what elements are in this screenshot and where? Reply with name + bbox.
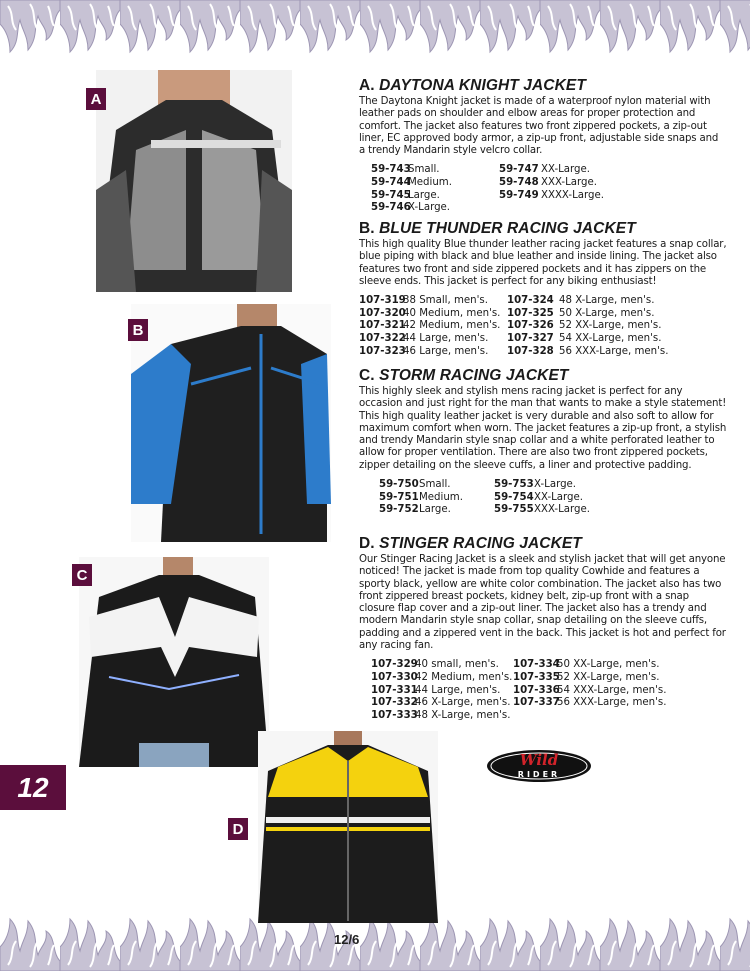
page-number-tab: 12 [0,765,66,810]
title-name: DAYTONA KNIGHT JACKET [379,77,586,94]
size-table [371,164,727,214]
size-row: 59-745Large. [371,189,440,201]
size-row: 59-750Small. [379,479,451,491]
page-folio: 12/6 [334,932,360,947]
wild-rider-logo [486,749,592,783]
size-row: 59-752Large. [379,504,451,516]
product-section-a [359,77,727,215]
product-description: This high quality Blue thunder leather racing jacket features a snap collar, blue piping with black and blue leather and inside lining. The jacket also features two front and side zippered pockets and it has zippers on the sleeve ends. This jacket is perfect for any biking enthusiast! [359,239,727,287]
title-prefix: C. [359,367,375,384]
title-name: STINGER RACING JACKET [379,535,582,552]
size-row: 59-754XX-Large. [494,491,584,503]
product-photo-a [96,70,292,292]
size-row: 59-755XXX-Large. [494,504,591,516]
product-title [359,535,727,553]
product-section-b [359,220,727,358]
size-row: 107-32940 small, men's. [371,659,499,671]
title-name: BLUE THUNDER RACING JACKET [379,220,636,237]
product-description: This highly sleek and stylish mens racing jacket is perfect for any occasion and just right for the man that wants to make a style statement! This high quality leather jacket is very durable and also soft to allow for maximum comfort when worn. The jacket features a zip-up front, a stylish and trendy Mandarin style snap collar and a white perforated leather to allow for proper ventilation. There are also two front zippered pockets, zipper detailing on the sleeve cuffs, a liner and protective padding. [359,386,727,471]
size-row: 107-32244 Large, men's. [359,332,489,344]
product-section-c [359,367,727,517]
size-row: 107-33756 XXX-Large, men's. [513,697,667,709]
size-row: 59-751Medium. [379,491,463,503]
title-prefix: B. [359,220,375,237]
size-row: 107-327 54 XX-Large, men's. [507,332,662,344]
size-table [379,479,727,517]
size-row: 107-33450 XX-Large, men's. [513,659,660,671]
product-title [359,367,727,385]
size-row: 107-32142 Medium, men's. [359,320,501,332]
size-row: 107-325 50 X-Large, men's. [507,307,655,319]
size-row: 107-33144 Large, men's. [371,684,501,696]
size-row: 59-746X-Large. [371,202,451,214]
product-section-d [359,535,727,722]
size-table [359,295,727,358]
size-row: 107-32346 Large, men's. [359,345,489,357]
title-prefix: A. [359,77,375,94]
size-row: 107-33348 X-Large, men's. [371,709,511,721]
title-name: STORM RACING JACKET [379,367,569,384]
size-row: 107-33246 X-Large, men's. [371,697,511,709]
size-row: 107-326 52 XX-Large, men's. [507,320,662,332]
flame-border-top [0,0,750,62]
product-title [359,77,727,95]
product-photo-c [79,557,269,767]
size-row: 59-753X-Large. [494,479,577,491]
size-row: 59-748 XXX-Large. [499,177,598,189]
photo-label-a: A [86,88,106,110]
size-row: 59-744Medium. [371,177,452,189]
size-row: 107-328 56 XXX-Large, men's. [507,345,669,357]
logo-word-wild: Wild [519,751,559,769]
size-row: 107-33552 XX-Large, men's. [513,671,660,683]
size-row: 107-31938 Small, men's. [359,295,488,307]
product-photo-d [258,731,438,923]
product-description: The Daytona Knight jacket is made of a waterproof nylon material with leather pads on shoulder and elbow areas for proper protection and comfort. The jacket also features two front zippered pockets, a zip-out liner, EC approved body armor, a zip-up front, adjustable side snaps and a trendy Mandarin style velcro collar. [359,96,719,157]
photo-label-c: C [72,564,92,586]
size-row: 59-749 XXXX-Large. [499,189,604,201]
size-row: 107-324 48 X-Large, men's. [507,295,655,307]
photo-label-b: B [128,319,148,341]
title-prefix: D. [359,535,375,552]
size-table [371,659,727,722]
product-description: Our Stinger Racing Jacket is a sleek and stylish jacket that will get anyone noticed! The jacket is made from top quality Cowhide and features a sporty black, yellow are white color combination. The jacket also has two front zippered breast pockets, kidney belt, zip-up front with a snap closure flap cover and a zip-out liner. The jacket also has a trendy and modern Mandarin style snap collar, snap detailing on the sleeve cuffs, padding and a zippered vent in the back. This jacket is hot and perfect for any racing fan. [359,554,726,652]
photo-label-d: D [228,818,248,840]
size-row: 59-747 XX-Large. [499,164,591,176]
size-row: 107-33042 Medium, men's. [371,671,513,683]
size-row: 59-743Small. [371,164,440,176]
size-row: 107-33654 XXX-Large, men's. [513,684,667,696]
logo-word-rider: RIDER [517,770,561,779]
size-row: 107-32040 Medium, men's. [359,307,501,319]
product-photo-b [131,304,331,542]
product-title [359,220,727,238]
